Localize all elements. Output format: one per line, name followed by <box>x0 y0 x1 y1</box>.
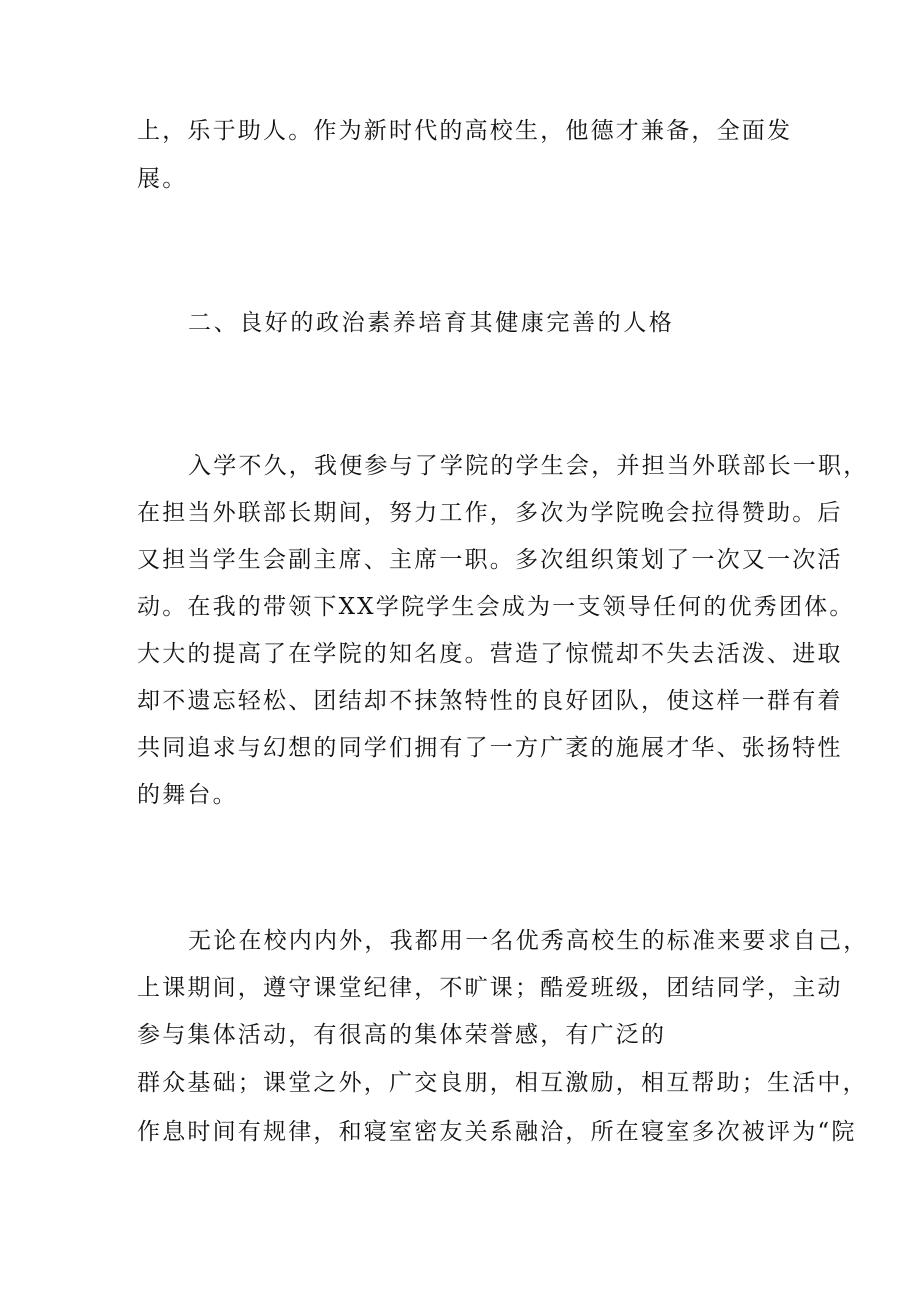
paragraph-line: 群众基础；课堂之外，广交良朋，相互激励，相互帮助；生活中， <box>137 1070 868 1096</box>
paragraph-line: 展。 <box>137 166 188 192</box>
paragraph-line: 上，乐于助人。作为新时代的高校生，他德才兼备，全面发 <box>137 118 793 144</box>
paragraph-line: 作息时间有规律，和寝室密友关系融洽，所在寝室多次被评为“院 <box>137 1119 857 1145</box>
paragraph-line: 入学不久，我便参与了学院的学生会，并担当外联部长一职， <box>188 453 869 479</box>
section-heading: 二、良好的政治素养培育其健康完善的人格 <box>188 310 675 336</box>
paragraph-line: 又担当学生会副主席、主席一职。多次组织策划了一次又一次活 <box>137 547 843 573</box>
paragraph-line: 却不遗忘轻松、团结却不抹煞特性的良好团队，使这样一群有着 <box>137 688 843 714</box>
paragraph-line: 参与集体活动，有很高的集体荣誉感，有广泛的 <box>137 1022 667 1048</box>
paragraph-line: 动。在我的带领下XX学院学生会成为一支领导任何的优秀团体。 <box>137 594 855 620</box>
paragraph-line: 大大的提高了在学院的知名度。营造了惊慌却不失去活泼、进取 <box>137 641 843 667</box>
paragraph-line: 在担当外联部长期间，努力工作，多次为学院晚会拉得赞助。后 <box>137 500 843 526</box>
paragraph-line: 无论在校内内外，我都用一名优秀高校生的标准来要求自己， <box>188 928 869 954</box>
paragraph-line: 上课期间，遵守课堂纪律，不旷课；酷爱班级，团结同学，主动 <box>137 975 843 1001</box>
paragraph-line: 的舞台。 <box>137 782 238 808</box>
paragraph-line: 共同追求与幻想的同学们拥有了一方广袤的施展才华、张扬特性 <box>137 735 843 761</box>
